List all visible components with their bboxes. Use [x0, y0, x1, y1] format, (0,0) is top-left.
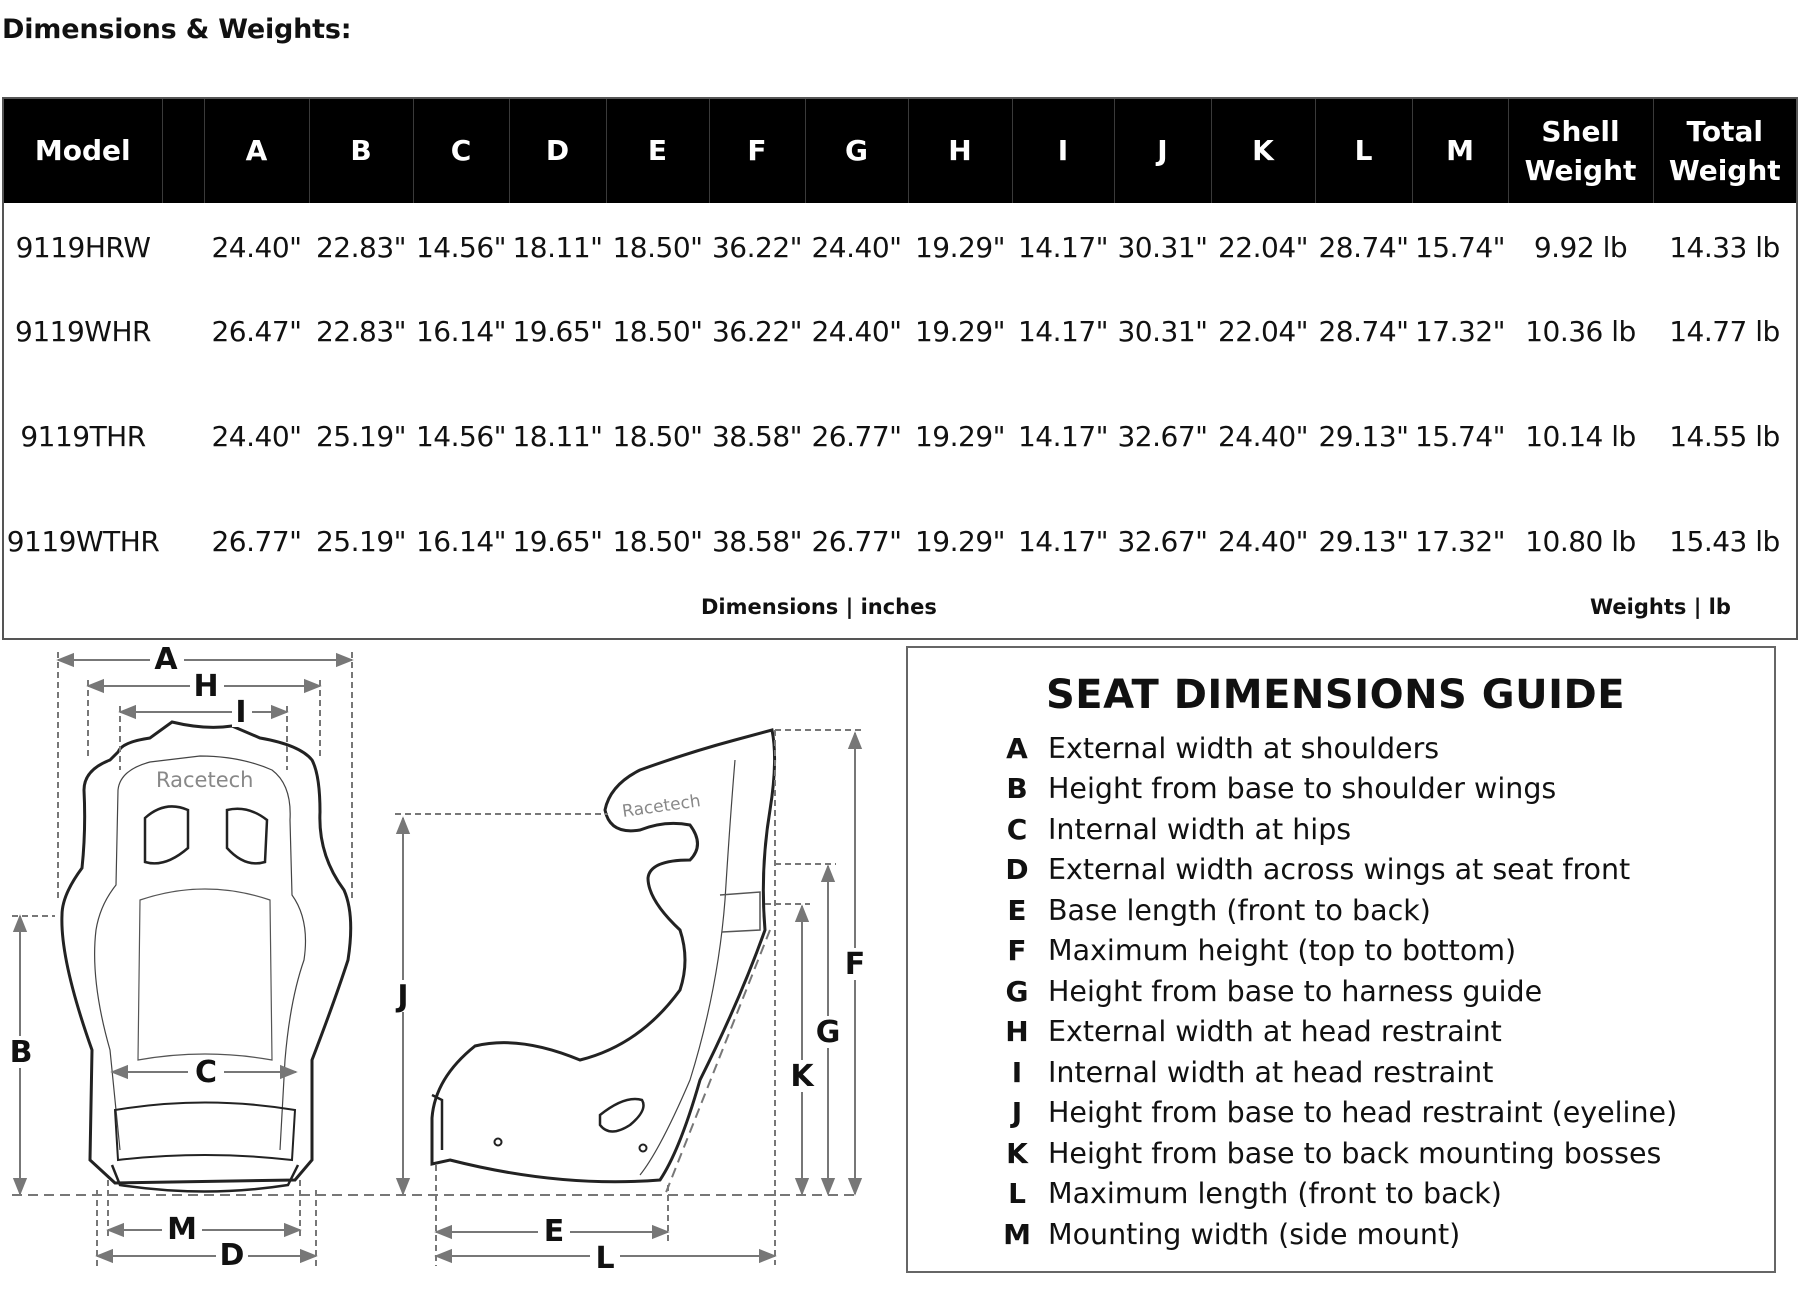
table-cell-l: 28.74" — [1318, 230, 1409, 264]
table-cell-f: 38.58" — [711, 419, 803, 453]
table-cell-k: 22.04" — [1217, 230, 1309, 264]
column-header-label: F — [747, 134, 767, 168]
table-cell-total: 14.55 lb — [1669, 419, 1780, 453]
seat-dimensions-diagram — [0, 640, 900, 1305]
table-cell-m: 15.74" — [1414, 230, 1506, 264]
column-header-label: J — [1157, 134, 1168, 168]
column-header-i — [1012, 99, 1114, 203]
column-header-e — [606, 99, 709, 203]
guide-letter: A — [1006, 731, 1028, 765]
table-cell-model: 9119HRW — [15, 230, 151, 264]
table-cell-a: 26.77" — [211, 524, 302, 558]
guide-description: Maximum length (front to back) — [1048, 1177, 1502, 1211]
table-cell-blank — [162, 291, 204, 371]
guide-description: External width across wings at seat front — [1048, 853, 1631, 887]
guide-description: External width at shoulders — [1048, 731, 1440, 765]
guide-letter: B — [1006, 772, 1028, 806]
column-header-m — [1412, 99, 1508, 203]
table-cell-k: 24.40" — [1217, 524, 1309, 558]
guide-list — [988, 728, 1677, 1255]
table-cell-h: 19.29" — [914, 419, 1006, 453]
column-header-label: G — [845, 134, 868, 168]
side-seat-harness-guide — [720, 892, 760, 932]
column-header-label: L — [1354, 134, 1373, 168]
guide-description: Height from base to head restraint (eyeline) — [1048, 1096, 1678, 1130]
column-header-label: K — [1252, 134, 1274, 168]
table-cell-f: 36.22" — [711, 230, 803, 264]
table-cell-shell: 10.14 lb — [1525, 419, 1636, 453]
side-seat-side-slot — [600, 1099, 644, 1132]
label-l: L — [595, 1241, 615, 1276]
column-header-model — [4, 99, 162, 203]
guide-item — [988, 850, 1677, 891]
table-cell-k: 24.40" — [1217, 419, 1309, 453]
table-cell-shell: 10.80 lb — [1525, 524, 1636, 558]
guide-letter: F — [1007, 934, 1027, 968]
guide-letter: G — [1005, 974, 1029, 1008]
table-cell-l: 29.13" — [1318, 524, 1409, 558]
column-header-b — [309, 99, 413, 203]
label-j: J — [397, 979, 409, 1014]
table-cell-a: 26.47" — [211, 314, 302, 348]
guide-description: Height from base to harness guide — [1048, 974, 1543, 1008]
guide-letter: H — [1005, 1015, 1029, 1049]
table-cell-m: 15.74" — [1414, 419, 1506, 453]
table-cell-shell: 9.92 lb — [1533, 230, 1628, 264]
weights-units-note: Weights | lb — [1590, 595, 1731, 619]
column-header-g — [805, 99, 908, 203]
front-seat-base — [112, 1165, 298, 1192]
table-cell-g: 26.77" — [811, 419, 902, 453]
column-header-j — [1114, 99, 1211, 203]
table-cell-h: 19.29" — [914, 524, 1006, 558]
table-cell-shell: 10.36 lb — [1525, 314, 1636, 348]
table-cell-model: 9119WHR — [15, 314, 151, 348]
side-view-seat — [432, 730, 775, 1182]
table-cell-d: 18.11" — [512, 419, 603, 453]
guide-item — [988, 1133, 1677, 1174]
column-header-label: Shell — [1541, 114, 1620, 148]
table-cell-f: 38.58" — [711, 524, 803, 558]
table-cell-e: 18.50" — [612, 314, 703, 348]
column-header-label: H — [948, 134, 972, 168]
front-seat-torso-panel — [138, 889, 272, 1060]
side-seat-mount-hole-front — [495, 1139, 502, 1146]
table-cell-h: 19.29" — [914, 314, 1006, 348]
guide-letter: M — [1003, 1217, 1031, 1251]
table-cell-model: 9119WTHR — [6, 524, 160, 558]
label-d: D — [219, 1238, 245, 1273]
column-header-label: A — [245, 134, 268, 168]
table-cell-j: 30.31" — [1117, 230, 1208, 264]
column-header-f — [709, 99, 805, 203]
table-cell-m: 17.32" — [1414, 524, 1506, 558]
guide-description: Internal width at head restraint — [1048, 1055, 1494, 1089]
table-cell-c: 16.14" — [415, 524, 507, 558]
table-cell-e: 18.50" — [612, 230, 703, 264]
page-title: Dimensions & Weights: — [2, 14, 352, 45]
dimensions-table-container — [2, 97, 1798, 640]
column-header-a — [204, 99, 309, 203]
front-seat-belt-slot-left — [145, 806, 188, 863]
table-cell-d: 18.11" — [512, 230, 603, 264]
label-k: K — [790, 1059, 814, 1094]
table-cell-blank — [162, 203, 204, 291]
column-header-label: M — [1446, 134, 1474, 168]
table-cell-d: 19.65" — [512, 524, 603, 558]
table-header-row — [4, 99, 1796, 203]
table-cell-f: 36.22" — [711, 314, 803, 348]
table-cell-i: 14.17" — [1017, 314, 1109, 348]
table-cell-i: 14.17" — [1017, 524, 1109, 558]
table-cell-total: 15.43 lb — [1669, 524, 1780, 558]
table-cell-model: 9119THR — [20, 419, 146, 453]
guide-item — [988, 971, 1677, 1012]
guide-item — [988, 1214, 1677, 1255]
guide-item — [988, 1012, 1677, 1053]
guide-description: Mounting width (side mount) — [1048, 1217, 1461, 1251]
column-header-label: B — [350, 134, 372, 168]
column-header-label: Model — [34, 134, 131, 168]
guide-letter: E — [1007, 893, 1027, 927]
table-row — [4, 203, 1796, 291]
table-cell-b: 22.83" — [315, 314, 407, 348]
column-header-k — [1211, 99, 1315, 203]
column-header-l — [1315, 99, 1412, 203]
dimensions-units-note: Dimensions | inches — [701, 595, 937, 619]
column-header-blank — [162, 99, 204, 203]
table-cell-h: 19.29" — [914, 230, 1006, 264]
front-view-seat — [62, 722, 351, 1192]
front-seat-inner-line — [95, 756, 306, 1150]
label-e: E — [543, 1214, 565, 1249]
table-cell-a: 24.40" — [211, 419, 302, 453]
label-a: A — [154, 642, 178, 677]
table-cell-d: 19.65" — [512, 314, 603, 348]
label-b: B — [9, 1035, 33, 1070]
table-cell-k: 22.04" — [1217, 314, 1309, 348]
column-header-shell — [1508, 99, 1653, 203]
guide-item — [988, 931, 1677, 972]
guide-title: SEAT DIMENSIONS GUIDE — [1046, 672, 1626, 718]
front-brand-logo: Racetech — [156, 768, 254, 792]
column-header-label-line2: Weight — [1524, 154, 1637, 187]
table-row — [4, 371, 1796, 501]
guide-description: Height from base to back mounting bosses — [1048, 1136, 1662, 1170]
table-cell-c: 14.56" — [415, 419, 507, 453]
table-cell-total: 14.77 lb — [1669, 314, 1780, 348]
table-cell-l: 29.13" — [1318, 419, 1409, 453]
front-seat-belt-slot-right — [227, 809, 267, 864]
guide-letter: J — [1011, 1096, 1023, 1130]
guide-description: External width at head restraint — [1048, 1015, 1502, 1049]
column-header-label: E — [647, 134, 668, 168]
guide-item — [988, 769, 1677, 810]
table-cell-c: 14.56" — [415, 230, 507, 264]
table-cell-i: 14.17" — [1017, 419, 1109, 453]
table-cell-blank — [162, 371, 204, 501]
table-row — [4, 501, 1796, 581]
side-brand-logo: Racetech — [620, 791, 702, 822]
guide-description: Maximum height (top to bottom) — [1048, 934, 1517, 968]
side-seat-inner-edge — [640, 760, 735, 1175]
guide-item — [988, 728, 1677, 769]
column-header-label-line2: Weight — [1668, 154, 1781, 187]
table-cell-m: 17.32" — [1414, 314, 1506, 348]
label-m: M — [167, 1212, 197, 1247]
table-cell-e: 18.50" — [612, 419, 703, 453]
guide-letter: K — [1006, 1136, 1028, 1170]
column-header-label: C — [450, 134, 472, 168]
side-seat-mount-hole-rear — [640, 1145, 647, 1152]
label-f: F — [844, 947, 866, 982]
table-cell-a: 24.40" — [211, 230, 302, 264]
guide-description: Base length (front to back) — [1048, 893, 1431, 927]
table-cell-total: 14.33 lb — [1669, 230, 1780, 264]
guide-letter: I — [1011, 1055, 1023, 1089]
table-cell-l: 28.74" — [1318, 314, 1409, 348]
guide-item — [988, 1052, 1677, 1093]
table-cell-j: 32.67" — [1117, 524, 1208, 558]
table-row — [4, 291, 1796, 371]
table-cell-b: 25.19" — [315, 524, 407, 558]
seat-dimensions-guide — [906, 646, 1776, 1273]
guide-item — [988, 1093, 1677, 1134]
column-header-label: I — [1057, 134, 1069, 168]
guide-description: Internal width at hips — [1048, 812, 1352, 846]
guide-item — [988, 809, 1677, 850]
label-i: I — [235, 695, 247, 730]
label-g: G — [815, 1015, 841, 1050]
table-cell-blank — [162, 501, 204, 581]
guide-item — [988, 1174, 1677, 1215]
column-header-label: D — [545, 134, 570, 168]
table-cell-g: 24.40" — [811, 314, 902, 348]
label-h: H — [193, 669, 219, 704]
table-cell-b: 22.83" — [315, 230, 407, 264]
label-c: C — [194, 1055, 218, 1090]
column-header-d — [509, 99, 606, 203]
table-cell-i: 14.17" — [1017, 230, 1109, 264]
guide-item — [988, 890, 1677, 931]
column-header-total — [1653, 99, 1796, 203]
table-cell-b: 25.19" — [315, 419, 407, 453]
table-body — [4, 203, 1796, 581]
front-seat-cushion — [115, 1103, 295, 1161]
table-cell-e: 18.50" — [612, 524, 703, 558]
guide-description: Height from base to shoulder wings — [1048, 772, 1557, 806]
table-cell-g: 24.40" — [811, 230, 902, 264]
table-cell-c: 16.14" — [415, 314, 507, 348]
table-cell-j: 32.67" — [1117, 419, 1208, 453]
guide-letter: D — [1005, 853, 1029, 887]
table-cell-j: 30.31" — [1117, 314, 1208, 348]
column-header-label: Total — [1686, 114, 1763, 148]
guide-letter: L — [1008, 1177, 1026, 1211]
guide-letter: C — [1006, 812, 1028, 846]
column-header-h — [908, 99, 1012, 203]
dimensions-table — [4, 99, 1796, 581]
table-cell-g: 26.77" — [811, 524, 902, 558]
column-header-c — [413, 99, 509, 203]
